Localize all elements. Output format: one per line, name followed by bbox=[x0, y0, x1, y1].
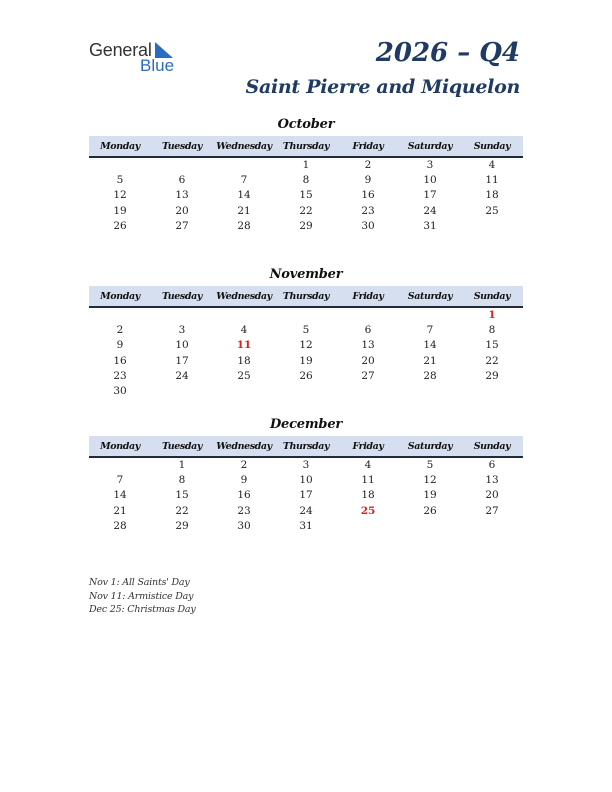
day-cell: 15 bbox=[175, 489, 189, 502]
week-row bbox=[89, 369, 523, 384]
logo-general-text: General bbox=[89, 40, 152, 60]
weekday-thursday: Thursday bbox=[282, 291, 330, 302]
empty-day-cell bbox=[399, 519, 461, 534]
day-cell: 25 bbox=[237, 369, 251, 382]
day-cell: 7 bbox=[240, 174, 248, 187]
day-cell: 8 bbox=[302, 174, 310, 187]
day-cell: 16 bbox=[237, 489, 251, 502]
weekday-friday: Friday bbox=[352, 441, 384, 452]
day-cell: 17 bbox=[175, 354, 189, 367]
day-cell: 14 bbox=[113, 489, 127, 502]
month-name: December bbox=[269, 417, 343, 432]
day-cell: 7 bbox=[116, 474, 124, 487]
week-row bbox=[89, 384, 523, 399]
empty-day-cell bbox=[399, 384, 461, 399]
day-cell: 23 bbox=[361, 204, 375, 217]
day-cell: 18 bbox=[361, 489, 375, 502]
empty-day-cell bbox=[213, 308, 275, 323]
day-cell: 31 bbox=[299, 519, 313, 532]
day-cell: 13 bbox=[175, 189, 189, 202]
day-cell: 22 bbox=[299, 204, 313, 217]
day-cell: 12 bbox=[423, 474, 437, 487]
day-cell: 16 bbox=[361, 189, 375, 202]
day-cell: 10 bbox=[299, 474, 313, 487]
day-cell: 18 bbox=[237, 354, 251, 367]
day-cell: 20 bbox=[175, 204, 189, 217]
month-name: October bbox=[277, 117, 335, 132]
day-cell: 1 bbox=[302, 159, 310, 171]
weekday-monday: Monday bbox=[100, 291, 140, 302]
holiday-note: Dec 25: Christmas Day bbox=[89, 604, 196, 616]
day-cell: 22 bbox=[485, 354, 499, 367]
day-cell: 21 bbox=[423, 354, 437, 367]
weekday-tuesday: Tuesday bbox=[161, 291, 202, 302]
day-cell: 22 bbox=[175, 504, 189, 517]
holiday-note: Nov 11: Armistice Day bbox=[89, 590, 194, 602]
day-cell: 24 bbox=[175, 369, 189, 382]
weekday-tuesday: Tuesday bbox=[161, 441, 202, 452]
day-cell: 9 bbox=[364, 174, 372, 187]
day-cell: 23 bbox=[237, 504, 251, 517]
weekday-saturday: Saturday bbox=[407, 141, 453, 152]
weekday-friday: Friday bbox=[352, 291, 384, 302]
day-cell: 8 bbox=[488, 324, 496, 337]
week-row bbox=[89, 473, 523, 488]
day-cell: 16 bbox=[113, 354, 127, 367]
generalblue-logo bbox=[89, 40, 189, 76]
weekday-sunday: Sunday bbox=[473, 141, 511, 152]
empty-day-cell bbox=[89, 158, 151, 173]
holiday-note: Nov 1: All Saints' Day bbox=[89, 577, 190, 588]
day-cell: 19 bbox=[423, 489, 437, 502]
day-cell: 11 bbox=[361, 474, 375, 487]
week-row bbox=[89, 323, 523, 338]
weekday-wednesday: Wednesday bbox=[216, 141, 272, 152]
month-november bbox=[89, 266, 523, 399]
day-cell: 2 bbox=[116, 324, 124, 337]
empty-day-cell bbox=[89, 458, 151, 473]
week-row bbox=[89, 338, 523, 353]
empty-day-cell bbox=[275, 384, 337, 399]
day-cell: 12 bbox=[299, 339, 313, 352]
day-cell: 11 bbox=[485, 174, 499, 187]
day-cell: 28 bbox=[237, 219, 251, 232]
day-cell: 27 bbox=[175, 219, 189, 232]
empty-day-cell bbox=[337, 308, 399, 323]
weekday-header-row bbox=[89, 136, 523, 158]
day-cell: 26 bbox=[299, 369, 313, 382]
day-cell: 31 bbox=[423, 219, 437, 232]
day-cell: 24 bbox=[299, 504, 313, 517]
empty-day-cell bbox=[337, 384, 399, 399]
day-cell: 29 bbox=[299, 219, 313, 232]
day-cell: 30 bbox=[361, 219, 375, 232]
weekday-friday: Friday bbox=[352, 141, 384, 152]
day-cell: 1 bbox=[178, 459, 186, 471]
logo-blue-text: Blue bbox=[140, 56, 175, 75]
day-cell: 19 bbox=[113, 204, 127, 217]
page-subtitle: Saint Pierre and Miquelon bbox=[245, 76, 520, 98]
empty-day-cell bbox=[461, 519, 523, 534]
week-row bbox=[89, 204, 523, 219]
weekday-thursday: Thursday bbox=[282, 141, 330, 152]
weekday-wednesday: Wednesday bbox=[216, 291, 272, 302]
week-row bbox=[89, 458, 523, 473]
empty-day-cell bbox=[151, 384, 213, 399]
day-cell: 3 bbox=[178, 324, 186, 337]
day-cell: 3 bbox=[302, 459, 310, 471]
week-row bbox=[89, 504, 523, 519]
weekday-thursday: Thursday bbox=[282, 441, 330, 452]
weekday-tuesday: Tuesday bbox=[161, 141, 202, 152]
day-cell: 13 bbox=[361, 339, 375, 352]
day-cell: 20 bbox=[361, 354, 375, 367]
day-cell: 5 bbox=[426, 459, 434, 471]
day-cell: 14 bbox=[423, 339, 437, 352]
page-title: 2026 – Q4 bbox=[375, 38, 520, 68]
day-cell: 20 bbox=[485, 489, 499, 502]
day-cell: 25 bbox=[360, 504, 376, 517]
day-cell: 27 bbox=[485, 504, 499, 517]
week-row bbox=[89, 173, 523, 188]
day-cell: 18 bbox=[485, 189, 499, 202]
day-cell: 4 bbox=[240, 324, 248, 337]
day-cell: 26 bbox=[113, 219, 127, 232]
day-cell: 8 bbox=[178, 474, 186, 487]
empty-day-cell bbox=[461, 384, 523, 399]
week-row bbox=[89, 158, 523, 173]
day-cell: 29 bbox=[175, 519, 189, 532]
week-row bbox=[89, 488, 523, 503]
day-cell: 7 bbox=[426, 324, 434, 337]
day-cell: 30 bbox=[113, 384, 127, 397]
day-cell: 21 bbox=[237, 204, 251, 217]
day-cell: 26 bbox=[423, 504, 437, 517]
empty-day-cell bbox=[213, 384, 275, 399]
day-cell: 5 bbox=[116, 174, 124, 187]
day-cell: 3 bbox=[426, 159, 434, 171]
day-cell: 21 bbox=[113, 504, 127, 517]
day-cell: 6 bbox=[178, 174, 186, 187]
week-row bbox=[89, 188, 523, 203]
day-cell: 15 bbox=[299, 189, 313, 202]
week-row bbox=[89, 354, 523, 369]
week-row bbox=[89, 519, 523, 534]
weekday-header-row bbox=[89, 286, 523, 308]
day-cell: 2 bbox=[240, 459, 248, 471]
day-cell: 12 bbox=[113, 189, 127, 202]
empty-day-cell bbox=[213, 158, 275, 173]
day-cell: 15 bbox=[485, 339, 499, 352]
day-cell: 28 bbox=[113, 519, 127, 532]
empty-day-cell bbox=[461, 219, 523, 234]
empty-day-cell bbox=[399, 308, 461, 323]
empty-day-cell bbox=[151, 158, 213, 173]
holiday-notes bbox=[89, 576, 196, 617]
day-cell: 19 bbox=[299, 354, 313, 367]
weekday-sunday: Sunday bbox=[473, 291, 511, 302]
empty-day-cell bbox=[151, 308, 213, 323]
month-december bbox=[89, 416, 523, 534]
day-cell: 17 bbox=[423, 189, 437, 202]
weekday-sunday: Sunday bbox=[473, 441, 511, 452]
day-cell: 13 bbox=[485, 474, 499, 487]
week-row bbox=[89, 219, 523, 234]
weekday-monday: Monday bbox=[100, 441, 140, 452]
day-cell: 1 bbox=[488, 309, 496, 321]
day-cell: 9 bbox=[240, 474, 248, 487]
weekday-monday: Monday bbox=[100, 141, 140, 152]
day-cell: 4 bbox=[488, 159, 496, 171]
day-cell: 27 bbox=[361, 369, 375, 382]
month-october bbox=[89, 116, 523, 234]
day-cell: 29 bbox=[485, 369, 499, 382]
weekday-wednesday: Wednesday bbox=[216, 441, 272, 452]
empty-day-cell bbox=[337, 519, 399, 534]
day-cell: 10 bbox=[423, 174, 437, 187]
day-cell: 5 bbox=[302, 324, 310, 337]
day-cell: 23 bbox=[113, 369, 127, 382]
day-cell: 6 bbox=[364, 324, 372, 337]
day-cell: 25 bbox=[485, 204, 499, 217]
weekday-header-row bbox=[89, 436, 523, 458]
empty-day-cell bbox=[89, 308, 151, 323]
weekday-saturday: Saturday bbox=[407, 441, 453, 452]
day-cell: 4 bbox=[364, 459, 372, 471]
day-cell: 11 bbox=[236, 339, 252, 352]
day-cell: 28 bbox=[423, 369, 437, 382]
day-cell: 10 bbox=[175, 339, 189, 352]
day-cell: 17 bbox=[299, 489, 313, 502]
month-name: November bbox=[269, 267, 343, 282]
day-cell: 2 bbox=[364, 159, 372, 171]
day-cell: 14 bbox=[237, 189, 251, 202]
day-cell: 30 bbox=[237, 519, 251, 532]
day-cell: 6 bbox=[488, 459, 496, 471]
weekday-saturday: Saturday bbox=[407, 291, 453, 302]
day-cell: 24 bbox=[423, 204, 437, 217]
empty-day-cell bbox=[275, 308, 337, 323]
week-row bbox=[89, 308, 523, 323]
day-cell: 9 bbox=[116, 339, 124, 352]
